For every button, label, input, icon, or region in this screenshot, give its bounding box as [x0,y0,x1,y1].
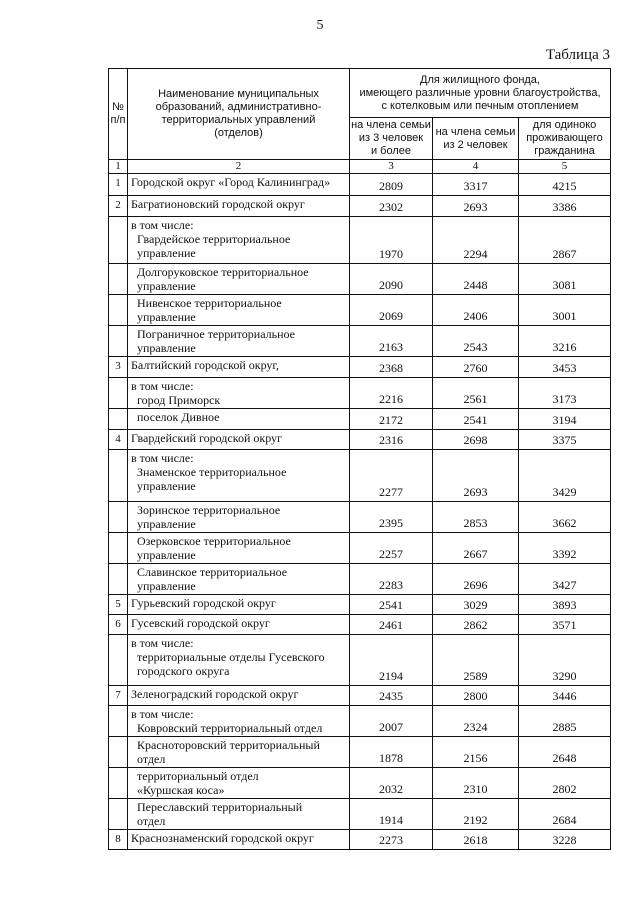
value-cell-v5: 2648 [519,737,611,768]
row-name-line: в том числе: [131,218,194,232]
value-cell-v3: 2435 [350,686,433,706]
row-name-line: управление [137,579,196,593]
row-name-line: в том числе: [131,636,194,650]
value-cell-v5: 3216 [519,326,611,357]
row-name [128,686,350,706]
row-name-line: Гвардейский городской округ [131,431,282,445]
value-cell-v5: 3001 [519,295,611,326]
value-cell-v5: 3173 [519,378,611,409]
value-cell-v3: 2069 [350,295,433,326]
value-cell-v5: 2885 [519,706,611,737]
table-row [109,564,611,595]
table-row [109,768,611,799]
row-name [128,706,350,737]
header-col-5: для одиноко проживающего гражданина [519,118,611,160]
header-col-3: на члена семьи из 3 человек и более [350,118,433,160]
row-name [128,264,350,295]
value-cell-v3: 2461 [350,615,433,635]
value-cell-v3: 1970 [350,217,433,264]
column-number: 4 [433,160,519,174]
row-index: 8 [109,830,128,850]
row-index: 2 [109,196,128,217]
row-name-line: Балтийский городской округ, [131,358,279,372]
table-row [109,326,611,357]
value-cell-v4: 2760 [433,357,519,378]
value-cell-v4: 2541 [433,409,519,430]
row-index [109,737,128,768]
row-index: 7 [109,686,128,706]
row-name-line: Зеленоградский городской округ [131,687,299,701]
row-index [109,533,128,564]
row-name-line: город Приморск [137,393,221,407]
row-name-line: Багратионовский городской округ [131,197,305,211]
value-cell-v4: 2561 [433,378,519,409]
header-name: Наименование муниципальных образований, административно- территориальных управлений (отделов) [128,69,350,160]
row-name-line: поселок Дивное [137,410,220,424]
row-index [109,217,128,264]
row-name [128,615,350,635]
table-row [109,357,611,378]
value-cell-v5: 3194 [519,409,611,430]
row-index: 6 [109,615,128,635]
value-cell-v4: 2696 [433,564,519,595]
row-name-line: управление [137,341,196,355]
row-index: 5 [109,595,128,615]
row-index [109,564,128,595]
row-name-line: Пограничное территориальное [137,327,295,341]
table-row [109,174,611,196]
value-cell-v5: 3386 [519,196,611,217]
value-cell-v5: 2684 [519,799,611,830]
row-index [109,378,128,409]
table-row [109,217,611,264]
row-name [128,595,350,615]
value-cell-v4: 2324 [433,706,519,737]
row-name-line: «Куршская коса» [137,783,225,797]
table-row [109,264,611,295]
row-name-line: в том числе: [131,451,194,465]
value-cell-v3: 2163 [350,326,433,357]
table-row [109,533,611,564]
value-cell-v3: 2302 [350,196,433,217]
row-name-line: в том числе: [131,707,194,721]
row-name-line: отдел [137,814,166,828]
value-cell-v4: 2448 [433,264,519,295]
value-cell-v5: 3427 [519,564,611,595]
data-table-wrapper [108,68,611,850]
table-row [109,595,611,615]
row-name-line: Ковровский территориальный отдел [137,721,323,735]
column-numbers-row [109,160,611,174]
value-cell-v3: 2007 [350,706,433,737]
row-name [128,174,350,196]
row-index: 3 [109,357,128,378]
row-name [128,326,350,357]
row-index [109,295,128,326]
value-cell-v3: 2277 [350,450,433,502]
row-name-line: Гусевский городской округ [131,616,270,630]
row-name-line: Нивенское территориальное [137,296,282,310]
value-cell-v4: 2589 [433,635,519,686]
value-cell-v5: 3290 [519,635,611,686]
value-cell-v4: 2618 [433,830,519,850]
row-index [109,326,128,357]
row-name [128,533,350,564]
table-row [109,196,611,217]
row-name [128,196,350,217]
row-index [109,502,128,533]
value-cell-v3: 2032 [350,768,433,799]
value-cell-v3: 2273 [350,830,433,850]
row-name-line: Городской округ «Город Калининград» [131,175,331,189]
row-name-line: отдел [137,752,166,766]
row-name [128,357,350,378]
row-name-line: городского округа [137,664,230,678]
norms-table [108,68,611,850]
value-cell-v5: 3571 [519,615,611,635]
table-row [109,686,611,706]
header-col-4: на члена семьи из 2 человек [433,118,519,160]
row-name-line: управление [137,517,196,531]
row-name-line: Знаменское территориальное [137,465,287,479]
row-name-line: Гвардейское территориальное [137,232,291,246]
row-name [128,564,350,595]
row-index: 4 [109,430,128,450]
value-cell-v4: 2543 [433,326,519,357]
row-name-line: управление [137,479,196,493]
row-name-line: Гурьевский городской округ [131,596,276,610]
value-cell-v4: 2156 [433,737,519,768]
value-cell-v5: 3228 [519,830,611,850]
row-name-line: Озерковское территориальное [137,534,291,548]
value-cell-v4: 2192 [433,799,519,830]
table-row [109,378,611,409]
value-cell-v4: 2800 [433,686,519,706]
column-number: 5 [519,160,611,174]
value-cell-v4: 2294 [433,217,519,264]
row-name [128,799,350,830]
value-cell-v5: 3375 [519,430,611,450]
table-body [109,174,611,850]
value-cell-v4: 2853 [433,502,519,533]
header-group: Для жилищного фонда, имеющего различные уровни благоустройства, с котелковым или печным отоплением [350,69,611,118]
row-name-line: территориальные отделы Гусевского [137,650,325,664]
value-cell-v4: 3029 [433,595,519,615]
value-cell-v3: 2090 [350,264,433,295]
row-name-line: Переславский территориальный [137,800,303,814]
row-name-line: управление [137,246,196,260]
value-cell-v3: 2194 [350,635,433,686]
value-cell-v3: 2368 [350,357,433,378]
value-cell-v4: 2406 [433,295,519,326]
value-cell-v5: 3392 [519,533,611,564]
value-cell-v5: 3453 [519,357,611,378]
row-name-line: Краснознаменский городской округ [131,831,314,845]
table-row [109,737,611,768]
row-name [128,768,350,799]
column-number: 2 [128,160,350,174]
value-cell-v5: 3429 [519,450,611,502]
row-name-line: управление [137,310,196,324]
row-index [109,706,128,737]
table-label: Таблица 3 [545,47,610,63]
header-number: № п/п [109,69,128,160]
value-cell-v5: 3662 [519,502,611,533]
value-cell-v4: 2667 [433,533,519,564]
row-name-line: Славинское территориальное [137,565,288,579]
value-cell-v3: 2172 [350,409,433,430]
row-name-line: территориальный отдел [137,769,259,783]
row-index [109,264,128,295]
table-row [109,799,611,830]
row-name-line: управление [137,279,196,293]
value-cell-v3: 2283 [350,564,433,595]
row-name [128,830,350,850]
row-index [109,768,128,799]
row-name-line: в том числе: [131,379,194,393]
row-name [128,635,350,686]
table-row [109,295,611,326]
row-name [128,430,350,450]
value-cell-v3: 2541 [350,595,433,615]
value-cell-v5: 3893 [519,595,611,615]
row-name [128,737,350,768]
table-row [109,830,611,850]
column-number: 3 [350,160,433,174]
value-cell-v5: 3081 [519,264,611,295]
row-index: 1 [109,174,128,196]
row-name [128,217,350,264]
value-cell-v4: 2862 [433,615,519,635]
value-cell-v5: 2802 [519,768,611,799]
table-row [109,706,611,737]
value-cell-v3: 2809 [350,174,433,196]
row-name-line: управление [137,548,196,562]
value-cell-v5: 4215 [519,174,611,196]
row-index [109,799,128,830]
value-cell-v4: 2698 [433,430,519,450]
table-row [109,409,611,430]
value-cell-v5: 2867 [519,217,611,264]
row-name [128,409,350,430]
value-cell-v3: 2257 [350,533,433,564]
row-index [109,450,128,502]
table-row [109,615,611,635]
value-cell-v3: 2316 [350,430,433,450]
row-name [128,502,350,533]
value-cell-v5: 3446 [519,686,611,706]
page-number: 5 [316,18,324,33]
table-row [109,635,611,686]
value-cell-v4: 3317 [433,174,519,196]
table-row [109,450,611,502]
row-index [109,635,128,686]
value-cell-v3: 1878 [350,737,433,768]
value-cell-v3: 2395 [350,502,433,533]
row-name [128,450,350,502]
table-row [109,502,611,533]
row-index [109,409,128,430]
column-number: 1 [109,160,128,174]
value-cell-v3: 2216 [350,378,433,409]
row-name [128,295,350,326]
row-name-line: Красноторовский территориальный [137,738,320,752]
value-cell-v4: 2310 [433,768,519,799]
row-name-line: Зоринское территориальное [137,503,281,517]
row-name [128,378,350,409]
value-cell-v4: 2693 [433,196,519,217]
row-name-line: Долгоруковское территориальное [137,265,309,279]
value-cell-v4: 2693 [433,450,519,502]
table-row [109,430,611,450]
value-cell-v3: 1914 [350,799,433,830]
